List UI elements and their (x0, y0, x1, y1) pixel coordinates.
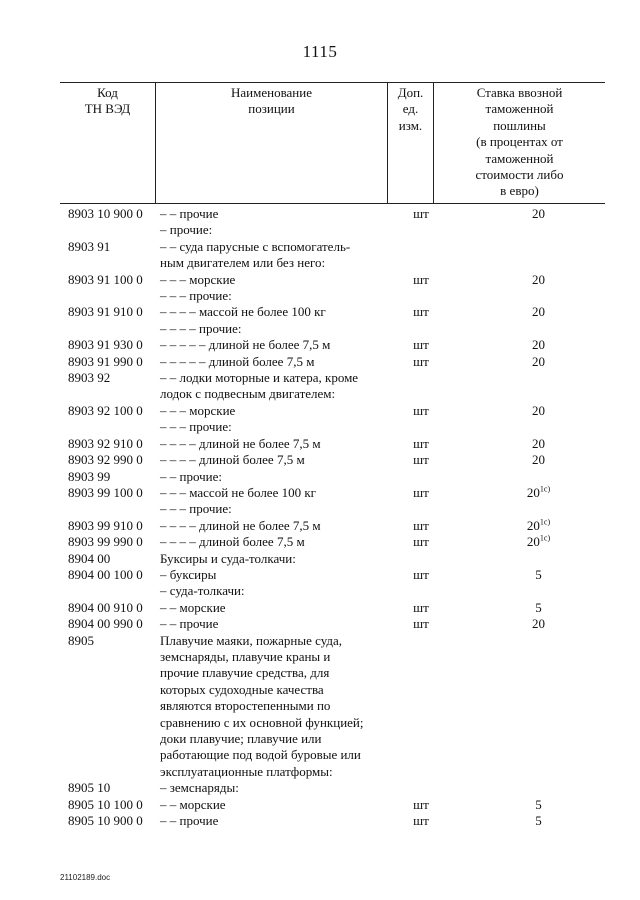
row-unit (398, 551, 444, 567)
table-row (60, 469, 605, 485)
row-code: 8903 91 100 0 (68, 271, 143, 287)
table-row (60, 272, 605, 288)
row-name: – – – морские (160, 271, 236, 287)
row-unit: шт (413, 304, 429, 320)
table-row (60, 337, 605, 353)
row-name: – – – – массой не более 100 кг (160, 304, 326, 320)
table-row (60, 485, 605, 501)
table-row (60, 222, 605, 238)
table-header (60, 82, 605, 204)
row-unit (398, 321, 444, 337)
row-code: 8903 99 100 0 (68, 484, 143, 500)
row-rate (444, 239, 605, 272)
row-name: – – прочие (160, 813, 219, 829)
row-rate (444, 370, 605, 403)
row-code (60, 321, 158, 337)
row-code: 8903 91 930 0 (68, 337, 143, 353)
row-name: – – лодки моторные и катера, кроме лодок с подвесным двигателем: (160, 370, 359, 402)
row-unit (398, 469, 444, 485)
table-row (60, 616, 605, 632)
row-unit (398, 583, 444, 599)
row-name: – – – – – длиной более 7,5 м (160, 353, 315, 369)
row-unit (398, 780, 444, 796)
row-code: 8903 99 910 0 (68, 517, 143, 533)
row-code: 8903 92 100 0 (68, 402, 143, 418)
row-unit: шт (413, 353, 429, 369)
row-name: – – – прочие: (160, 419, 232, 435)
row-unit: шт (413, 566, 429, 582)
table-row (60, 436, 605, 452)
table-row (60, 813, 605, 829)
row-unit: шт (413, 796, 429, 812)
rate-footnote: 1c) (539, 517, 551, 527)
table-row (60, 419, 605, 435)
row-unit (398, 222, 444, 238)
row-name: – – прочие (160, 616, 219, 632)
row-code: 8904 00 100 0 (68, 566, 143, 582)
row-unit (398, 239, 444, 272)
row-name: – – – прочие: (160, 288, 232, 304)
table-row (60, 321, 605, 337)
row-rate (444, 206, 605, 222)
table-row (60, 403, 605, 419)
header-code: Код ТН ВЭД (84, 85, 131, 117)
table-row (60, 551, 605, 567)
table-row (60, 452, 605, 468)
row-rate (444, 337, 605, 353)
table-row (60, 567, 605, 583)
row-name: – земснаряды: (160, 780, 239, 796)
rate-value: 20 (532, 271, 545, 287)
row-name: – прочие: (160, 222, 213, 238)
table-row (60, 797, 605, 813)
table-row (60, 633, 605, 781)
table-row (60, 354, 605, 370)
row-code: 8903 99 990 0 (68, 534, 143, 550)
rate-value: 20 (532, 304, 545, 320)
rate-value: 20 (532, 353, 545, 369)
table-row (60, 534, 605, 550)
row-unit: шт (413, 616, 429, 632)
row-rate (444, 222, 605, 238)
row-name: – – прочие (160, 206, 219, 221)
row-rate (444, 616, 605, 632)
row-rate (444, 419, 605, 435)
row-rate (444, 272, 605, 288)
row-rate (444, 436, 605, 452)
row-rate (444, 780, 605, 796)
row-name: – – – морские (160, 402, 236, 418)
row-code: 8903 92 (68, 370, 111, 386)
row-rate (444, 354, 605, 370)
row-unit: шт (413, 435, 429, 451)
row-name: – – суда парусные с вспомогатель- ным двигателем или без него: (160, 238, 351, 271)
rate-value: 20 (532, 206, 545, 221)
row-unit: шт (413, 517, 429, 533)
row-name: – – – – длиной более 7,5 м (160, 534, 305, 550)
row-rate (444, 501, 605, 517)
rate-value: 5 (535, 566, 542, 582)
row-code: 8903 99 (68, 468, 111, 484)
row-unit: шт (413, 484, 429, 500)
rate-value: 5 (535, 796, 542, 812)
row-code: 8905 10 100 0 (68, 796, 143, 812)
row-unit (398, 370, 444, 403)
row-rate (444, 485, 605, 501)
row-rate (444, 534, 605, 550)
row-unit (398, 419, 444, 435)
table-row (60, 518, 605, 534)
rate-value: 20 (526, 517, 540, 533)
row-name: – – – – длиной не более 7,5 м (160, 435, 321, 451)
row-name: – – – прочие: (160, 501, 232, 517)
page-number: 1115 (302, 42, 338, 61)
row-unit: шт (413, 599, 429, 615)
row-name: – – морские (160, 599, 226, 615)
table-row (60, 600, 605, 616)
table-row (60, 288, 605, 304)
row-code: 8903 92 990 0 (68, 452, 143, 468)
row-code (60, 288, 158, 304)
row-name: – – – – – длиной не более 7,5 м (160, 337, 331, 353)
row-rate (444, 813, 605, 829)
row-code: 8903 91 910 0 (68, 304, 143, 320)
rate-value: 20 (532, 337, 545, 353)
row-code: 8905 (68, 632, 94, 648)
rate-value: 20 (526, 534, 540, 550)
row-rate (444, 583, 605, 599)
table-row (60, 206, 605, 222)
row-name: – – прочие: (160, 468, 222, 484)
table-body (60, 204, 605, 829)
row-code: 8904 00 (68, 550, 111, 566)
row-code: 8903 91 (68, 238, 111, 254)
row-unit (398, 633, 444, 781)
row-unit: шт (413, 206, 429, 221)
rate-value: 20 (532, 435, 545, 451)
table-row (60, 304, 605, 320)
row-rate (444, 321, 605, 337)
row-code (60, 222, 158, 238)
row-unit (398, 288, 444, 304)
header-rate: Ставка ввозной таможенной пошлины (в процентах от таможенной стоимости либо в евро) (475, 85, 564, 199)
row-name: – суда-толкачи: (160, 583, 245, 599)
table-row (60, 583, 605, 599)
row-unit: шт (413, 534, 429, 550)
row-rate (444, 518, 605, 534)
row-rate (444, 600, 605, 616)
row-unit: шт (413, 337, 429, 353)
row-rate (444, 469, 605, 485)
row-code (60, 501, 158, 517)
row-unit: шт (413, 402, 429, 418)
header-unit: Доп. ед. изм. (388, 83, 434, 203)
footer-file-name: 21102189.doc (60, 873, 111, 882)
rate-value: 20 (532, 402, 545, 418)
rate-value: 5 (535, 813, 542, 829)
row-code: 8904 00 910 0 (68, 599, 143, 615)
row-unit: шт (413, 813, 429, 829)
rate-value: 20 (532, 452, 545, 468)
row-unit: шт (413, 452, 429, 468)
row-code: 8903 10 900 0 (68, 206, 143, 221)
rate-value: 5 (535, 599, 542, 615)
row-name: – – – – длиной более 7,5 м (160, 452, 305, 468)
rate-footnote: 1c) (539, 484, 551, 494)
table-row (60, 239, 605, 272)
row-name: – – – массой не более 100 кг (160, 484, 316, 500)
row-code (60, 583, 158, 599)
row-unit: шт (413, 271, 429, 287)
row-name: – – морские (160, 796, 226, 812)
row-rate (444, 403, 605, 419)
row-code (60, 419, 158, 435)
row-rate (444, 304, 605, 320)
row-rate (444, 452, 605, 468)
row-rate (444, 551, 605, 567)
row-code: 8905 10 (68, 780, 111, 796)
table-row (60, 370, 605, 403)
row-code: 8903 91 990 0 (68, 353, 143, 369)
row-name: – – – – прочие: (160, 320, 242, 336)
table-row (60, 780, 605, 796)
rate-value: 20 (532, 616, 545, 632)
row-name: Буксиры и суда-толкачи: (160, 550, 296, 566)
tariff-table (60, 82, 605, 829)
row-rate (444, 797, 605, 813)
row-name: Плавучие маяки, пожарные суда, земснаряды, плавучие краны и прочие плавучие средства, для которых судоходные качества являются второстепенными по сравнению с их основной функцией; доки плавучие; плавучие или работающие под водой буровые или эксплуатационные платформы: (160, 632, 364, 779)
row-rate (444, 567, 605, 583)
row-name: – – – – длиной не более 7,5 м (160, 517, 321, 533)
row-rate (444, 633, 605, 781)
header-name: Наименование позиции (155, 83, 388, 203)
row-rate (444, 288, 605, 304)
table-row (60, 501, 605, 517)
row-code: 8905 10 900 0 (68, 813, 143, 829)
row-code: 8903 92 910 0 (68, 435, 143, 451)
row-code: 8904 00 990 0 (68, 616, 143, 632)
row-unit (398, 501, 444, 517)
row-name: – буксиры (160, 566, 217, 582)
rate-value: 20 (526, 484, 540, 500)
rate-footnote: 1c) (539, 533, 551, 543)
